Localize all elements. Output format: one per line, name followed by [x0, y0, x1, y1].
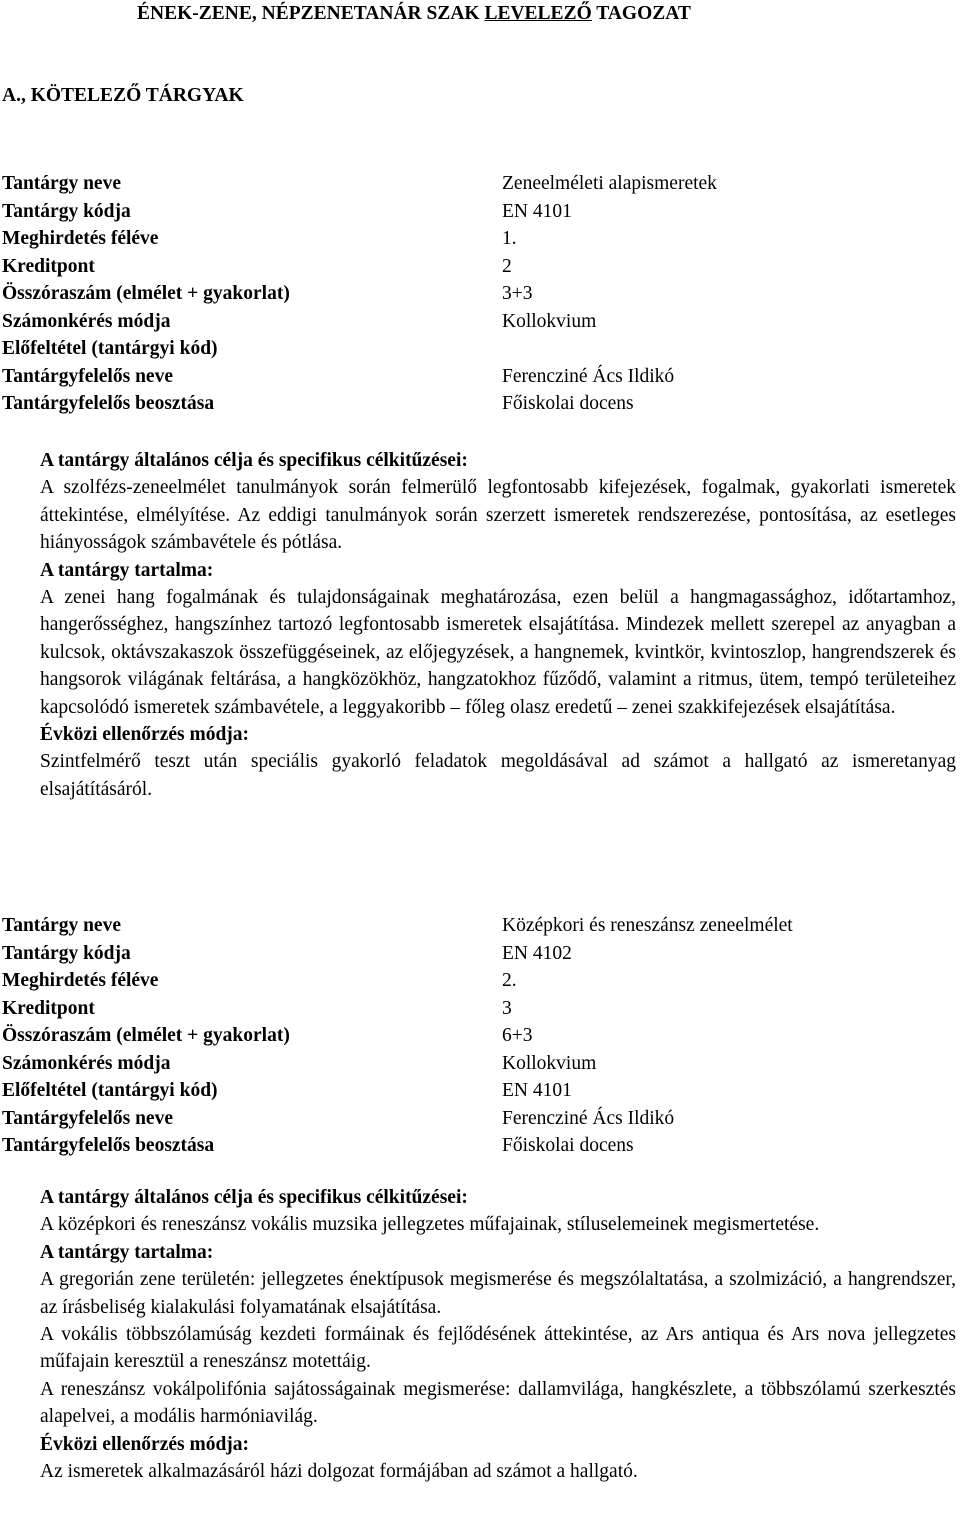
meta-value: Kollokvium — [502, 310, 597, 332]
eval-heading: Évközi ellenőrzés módja: — [40, 1433, 250, 1455]
meta-label: Tantárgy kódja — [2, 942, 131, 964]
content-paragraph: A zenei hang fogalmának és tulajdonságainak meghatározása, ezen belül a hangmagassághoz, időtartamhoz, hangerősséghez, hangszínhez tartozó legfontosabb ismeretek elsajátítása. Mindezek mellett szerepel az anyagban a kulcsok, oktávszakaszok összefüggéseinek, az előjegyzések, a hangnemek, kvintkör, kvintoszlop, hangrendszerek és hangsorok világának feltárása, a hangközökhöz, hangzatokhoz fűződő, valamint a ritmus, ütem, tempó területeihez kapcsolódó ismeretek számbavétele, a leggyakoribb – főleg olasz eredetű – zenei szakkifejezések elsajátítása. — [40, 587, 956, 718]
meta-row — [2, 912, 902, 940]
meta-row — [2, 363, 902, 391]
eval-heading: Évközi ellenőrzés módja: — [40, 724, 250, 746]
meta-label: Tantárgyfelelős neve — [2, 1107, 173, 1129]
page-title-prefix: ÉNEK-ZENE, NÉPZENETANÁR SZAK — [137, 3, 485, 24]
meta-row — [2, 1105, 902, 1133]
meta-label: Kreditpont — [2, 997, 95, 1019]
course-2-body — [40, 1184, 956, 1485]
meta-label: Tantárgy kódja — [2, 200, 131, 222]
eval-text: Az ismeretek alkalmazásáról házi dolgozat formájában ad számot a hallgató. — [40, 1461, 638, 1483]
meta-value: Középkori és reneszánsz zeneelmélet — [502, 915, 793, 936]
meta-row — [2, 967, 902, 995]
meta-label: Számonkérés módja — [2, 1052, 171, 1074]
meta-label: Meghirdetés féléve — [2, 970, 159, 991]
meta-value: Főiskolai docens — [502, 393, 634, 414]
meta-value: 2 — [502, 255, 512, 277]
meta-value: Zeneelméleti alapismeretek — [502, 173, 717, 194]
content-heading: A tantárgy tartalma: — [40, 559, 214, 581]
meta-label: Tantárgy neve — [2, 915, 121, 936]
meta-label: Tantárgyfelelős neve — [2, 365, 173, 387]
meta-value: 2. — [502, 970, 517, 991]
meta-row — [2, 1050, 902, 1078]
content-paragraph: A gregorián zene területén: jellegzetes énektípusok megismerése és megszólaltatása, a szolmizáció, a hangrendszer, az írásbeliség kialakulási folyamatának elsajátítása. — [40, 1269, 956, 1318]
meta-row — [2, 225, 902, 253]
page-title-underlined: LEVELEZŐ — [484, 3, 592, 24]
meta-label: Tantárgyfelelős beosztása — [2, 393, 215, 414]
meta-value: EN 4102 — [502, 942, 572, 964]
meta-row — [2, 995, 902, 1023]
goal-heading: A tantárgy általános célja és specifikus célkitűzései: — [40, 450, 468, 471]
meta-row — [2, 198, 902, 226]
meta-label: Meghirdetés féléve — [2, 228, 159, 249]
meta-row — [2, 170, 902, 198]
meta-value: Kollokvium — [502, 1052, 597, 1074]
content-paragraph: A reneszánsz vokálpolifónia sajátosságainak megismerése: dallamvilága, hangkészlete, a többszólamú szerkesztés alapelvei, a modális harmóniavilág. — [40, 1378, 956, 1428]
goal-heading: A tantárgy általános célja és specifikus célkitűzései: — [40, 1187, 468, 1208]
meta-label: Összóraszám (elmélet + gyakorlat) — [2, 1025, 290, 1046]
meta-row — [2, 253, 902, 281]
meta-value: 3+3 — [502, 283, 533, 304]
content-heading: A tantárgy tartalma: — [40, 1241, 214, 1263]
section-title: A., KÖTELEZŐ TÁRGYAK — [2, 85, 244, 106]
content-paragraph: A vokális többszólamúság kezdeti formáinak és fejlődésének áttekintése, az Ars antiqua és Ars nova jellegzetes műfajain keresztül a reneszánsz motettáig. — [40, 1324, 956, 1373]
goal-text: A középkori és reneszánsz vokális muzsika jellegzetes műfajainak, stíluselemeinek megismertetése. — [40, 1214, 820, 1236]
meta-label: Számonkérés módja — [2, 310, 171, 332]
meta-value: EN 4101 — [502, 200, 572, 222]
meta-label: Tantárgy neve — [2, 173, 121, 194]
course-1-body — [40, 447, 956, 803]
meta-row — [2, 308, 902, 336]
meta-row — [2, 1022, 902, 1050]
goal-text: A szolfézs-zeneelmélet tanulmányok során felmerülő legfontosabb kifejezések, fogalmak, gyakorlati ismeretek áttekintése, elmélyítése. Az eddigi tanulmányok során szerzett ismeretek rendszerezése, pontosítása, az esetleges hiányosságok számbavétele és pótlása. — [40, 477, 956, 554]
meta-value: 6+3 — [502, 1025, 533, 1046]
meta-label: Összóraszám (elmélet + gyakorlat) — [2, 283, 290, 304]
page-title-suffix: TAGOZAT — [591, 3, 691, 24]
meta-value: 3 — [502, 997, 512, 1019]
eval-text: Szintfelmérő teszt után speciális gyakorló feladatok megoldásával ad számot a hallgató az ismeretanyag elsajátításáról. — [40, 751, 956, 800]
meta-row — [2, 335, 902, 363]
meta-label: Előfeltétel (tantárgyi kód) — [2, 1080, 218, 1101]
meta-row — [2, 390, 902, 418]
meta-label: Kreditpont — [2, 255, 95, 277]
meta-value: EN 4101 — [502, 1080, 572, 1101]
meta-label: Előfeltétel (tantárgyi kód) — [2, 338, 218, 359]
meta-row — [2, 1132, 902, 1160]
meta-value: Ferencziné Ács Ildikó — [502, 1107, 675, 1129]
meta-label: Tantárgyfelelős beosztása — [2, 1135, 215, 1156]
meta-row — [2, 1077, 902, 1105]
meta-row — [2, 280, 902, 308]
meta-value: Főiskolai docens — [502, 1135, 634, 1156]
page-title — [137, 0, 691, 28]
meta-row — [2, 940, 902, 968]
meta-value: 1. — [502, 228, 517, 249]
meta-value: Ferencziné Ács Ildikó — [502, 365, 675, 387]
